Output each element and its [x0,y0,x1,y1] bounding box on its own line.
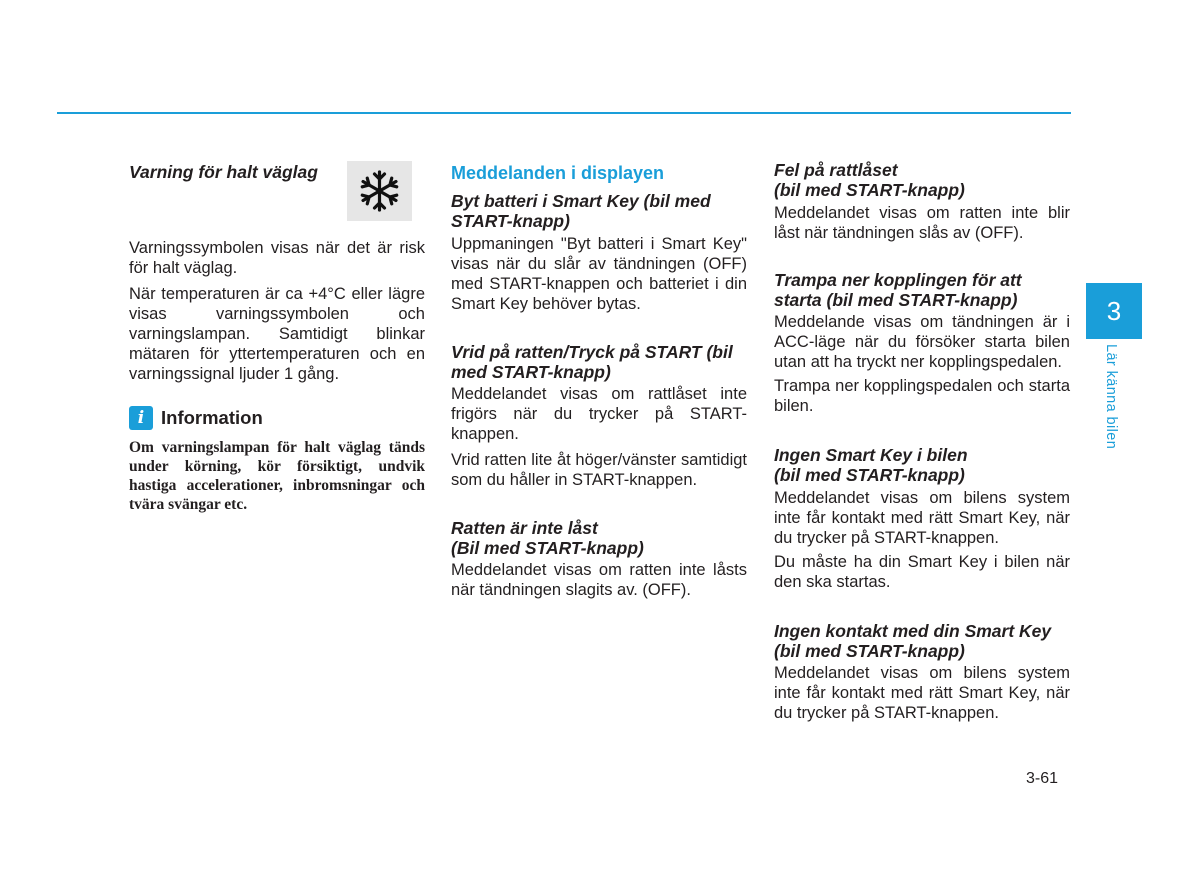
slippery-road-heading: Varning för halt väglag [129,162,318,182]
information-title: Information [161,407,263,428]
battery-text: Uppmaningen "Byt batteri i Smart Key" visas när du slår av tändningen (OFF) med START-knappen och batteriet i din Smart Key behöver bytas. [451,235,747,313]
slippery-road-text-2: När temperaturen är ca +4°C eller lägre visas varningssymbolen och varningslampan. Samtidigt blinkar mätaren för yttertemperaturen och en varningssignal ljuder 1 gång. [129,285,425,383]
steering-start-text-1: Meddelandet visas om rattlåset inte frigörs när du trycker på START-knappen. [451,385,747,443]
lock-fault-text: Meddelandet visas om ratten inte blir låst när tändningen slås av (OFF). [774,204,1070,242]
lock-fault-heading-2: (bil med START-knapp) [774,180,965,200]
column-2 [451,160,747,600]
snowflake-icon [347,161,412,221]
information-text: Om varningslampan för halt väglag tänds under körning, kör försiktigt, undvik hastiga accelerationer, inbromsningar och tvära svängar etc. [129,439,425,513]
no-key-text-1: Meddelandet visas om bilens system inte får kontakt med rätt Smart Key, när du trycker på START-knappen. [774,489,1070,547]
page-number: 3-61 [1026,770,1059,787]
chapter-label: Lär känna bilen [1103,344,1119,450]
clutch-text-2: Trampa ner kopplingspedalen och starta bilen. [774,377,1070,415]
information-header [129,406,425,430]
no-key-text-2: Du måste ha din Smart Key i bilen när den ska startas. [774,553,1070,591]
no-contact-heading: Ingen kontakt med din Smart Key (bil med START-knapp) [774,621,1052,661]
section-title: Meddelanden i displayen [451,163,665,183]
battery-heading: Byt batteri i Smart Key (bil med START-knapp) [451,191,711,231]
slippery-road-text-1: Varningssymbolen visas när det är risk för halt väglag. [129,239,425,277]
info-icon: i [129,406,153,430]
chapter-tab: 3 [1086,283,1142,339]
steering-unlocked-heading-1: Ratten är inte låst [451,518,598,538]
steering-start-heading: Vrid på ratten/Tryck på START (bil med START-knapp) [451,342,733,382]
column-3 [774,160,1070,723]
header-rule [57,112,1071,114]
no-key-heading-2: (bil med START-knapp) [774,465,965,485]
no-contact-text: Meddelandet visas om bilens system inte får kontakt med rätt Smart Key, när du trycker på START-knappen. [774,664,1070,722]
clutch-text-1: Meddelande visas om tändningen är i ACC-läge när du försöker starta bilen utan att ha tryckt ner kopplingspedalen. [774,313,1070,371]
clutch-heading: Trampa ner kopplingen för att starta (bil med START-knapp) [774,270,1022,310]
steering-unlocked-heading-2: (Bil med START-knapp) [451,538,644,558]
steering-start-text-2: Vrid ratten lite åt höger/vänster samtidigt som du håller in START-knappen. [451,451,747,489]
steering-unlocked-text: Meddelandet visas om ratten inte låsts när tändningen slagits av. (OFF). [451,561,747,599]
no-key-heading-1: Ingen Smart Key i bilen [774,445,968,465]
lock-fault-heading-1: Fel på rattlåset [774,160,898,180]
